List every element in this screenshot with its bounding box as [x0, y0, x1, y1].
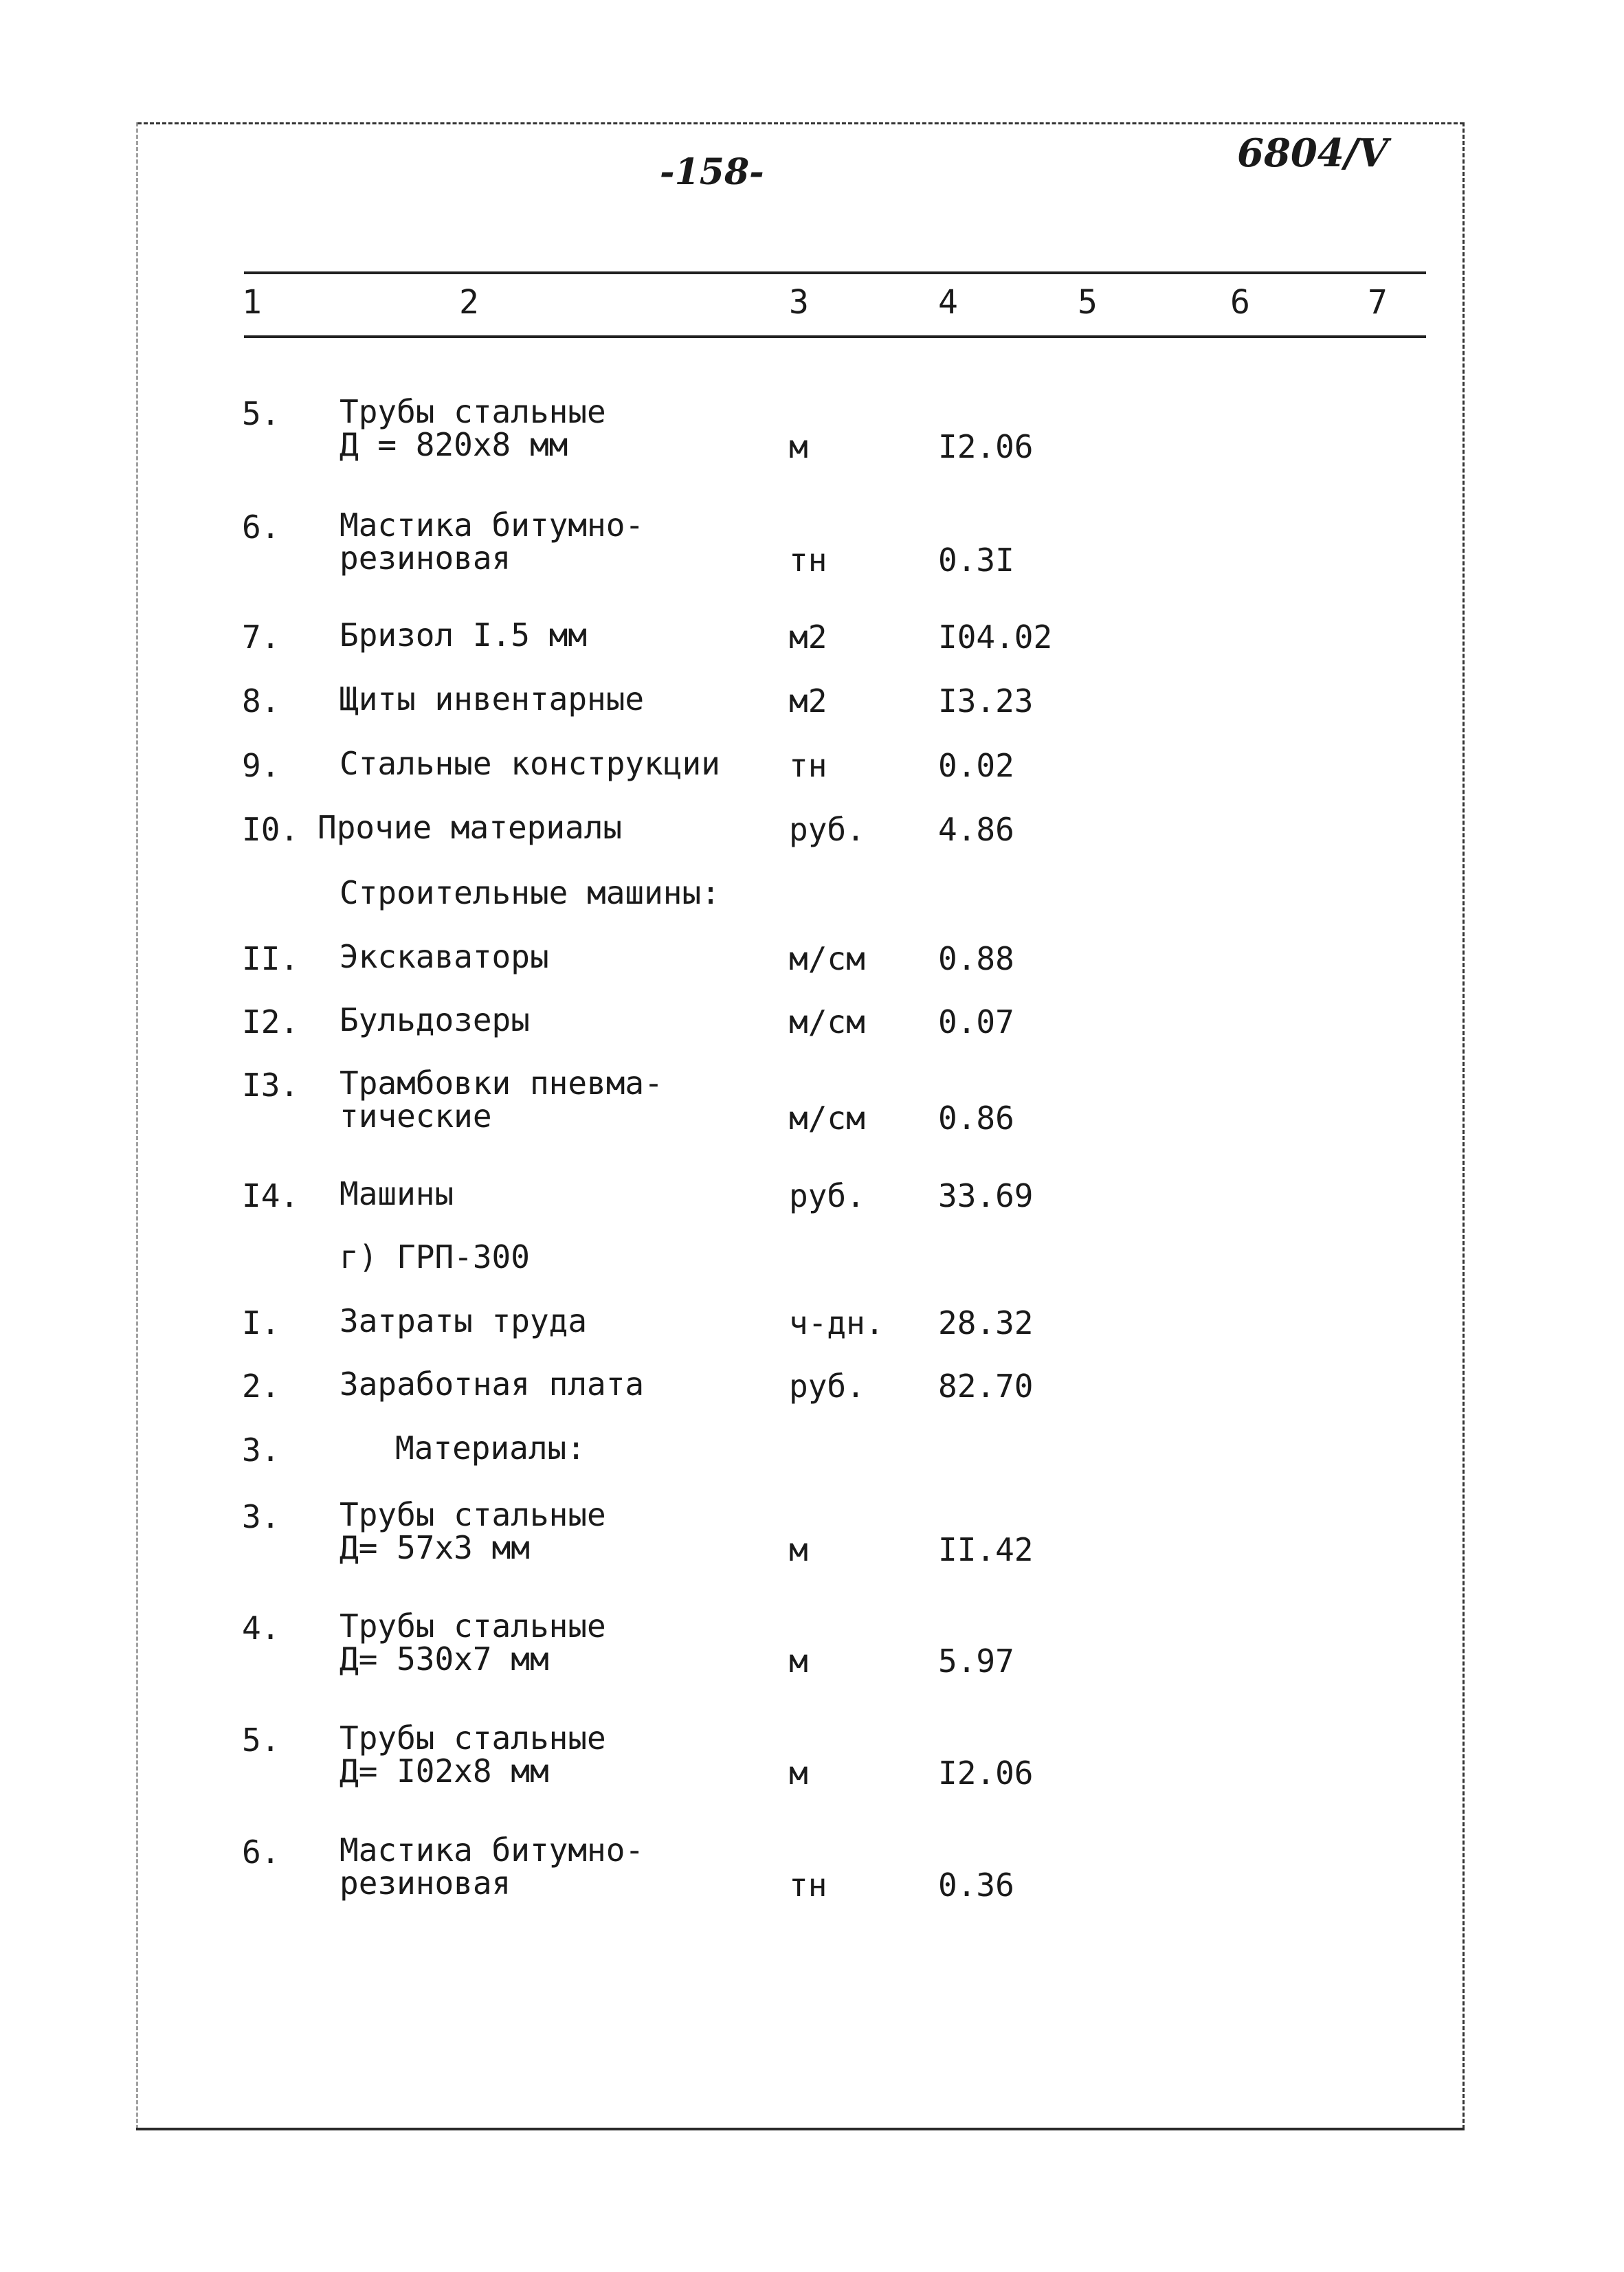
row-unit: ч-дн. — [789, 1304, 885, 1341]
row-number: I. — [242, 1304, 280, 1341]
row-value: I3.23 — [938, 682, 1034, 720]
row-number: II. — [242, 940, 300, 977]
row-number: 9. — [242, 747, 280, 784]
row-name-line2: Д= 530х7 мм — [340, 1640, 549, 1678]
row-name-line1: Мастика битумно- — [340, 506, 645, 544]
row-name-line2: Д= I02х8 мм — [340, 1752, 549, 1790]
section-title: Строительные машины: — [340, 874, 720, 911]
row-value: 5.97 — [938, 1642, 1014, 1680]
row-number: 5. — [242, 1722, 280, 1759]
row-unit: м — [789, 428, 808, 465]
row-number: 2. — [242, 1368, 280, 1405]
row-value: 0.36 — [938, 1867, 1014, 1904]
row-unit: м — [789, 1642, 808, 1680]
row-number: 5. — [242, 395, 280, 432]
row-name: Прочие материалы — [318, 809, 623, 846]
row-value: 0.88 — [938, 940, 1014, 977]
section-title: г) ГРП-300 — [340, 1238, 530, 1276]
row-name: Машины — [340, 1175, 454, 1212]
row-unit: м2 — [789, 682, 827, 720]
row-name — [340, 1719, 606, 1790]
page-frame-left — [136, 122, 138, 2129]
row-unit: м2 — [789, 619, 827, 656]
row-number: 4. — [242, 1610, 280, 1647]
row-number: 3. — [242, 1432, 280, 1469]
column-header-1: 1 — [242, 283, 262, 322]
row-unit: тн — [789, 542, 827, 579]
row-value: 82.70 — [938, 1368, 1034, 1405]
column-header-7: 7 — [1368, 283, 1388, 322]
row-name: Бризол I.5 мм — [340, 616, 588, 654]
row-name: Материалы: — [395, 1429, 586, 1467]
row-value: 0.86 — [938, 1100, 1014, 1137]
row-value: I2.06 — [938, 428, 1034, 465]
row-value: 0.3I — [938, 542, 1014, 579]
row-name-line1: Трубы стальные — [340, 1496, 606, 1533]
document-code: 6804/Ⅴ — [1237, 131, 1388, 176]
row-name — [340, 395, 606, 461]
row-value: 4.86 — [938, 811, 1014, 848]
row-number: I2. — [242, 1003, 300, 1040]
row-name — [340, 1607, 606, 1678]
row-unit: м — [789, 1531, 808, 1568]
row-number: I3. — [242, 1067, 300, 1104]
row-name-line1: Мастика битумно- — [340, 1831, 645, 1869]
row-number: 6. — [242, 509, 280, 546]
column-header-4: 4 — [938, 283, 958, 322]
page-number: -158- — [660, 151, 764, 193]
row-name-line2: Д = 820х8 мм — [340, 426, 568, 463]
row-name: Затраты труда — [340, 1302, 588, 1339]
row-number: I0. — [242, 811, 300, 848]
row-name-line1: Трубы стальные — [340, 1719, 606, 1757]
row-name: Стальные конструкции — [340, 745, 720, 782]
row-name: Бульдозеры — [340, 1001, 530, 1038]
row-unit: м — [789, 1755, 808, 1792]
page-frame-top — [137, 122, 1464, 124]
row-unit: руб. — [789, 811, 865, 848]
column-header-6: 6 — [1230, 283, 1250, 322]
row-name — [340, 1067, 663, 1133]
row-name — [340, 1831, 645, 1902]
column-header-5: 5 — [1078, 283, 1098, 322]
row-value: 33.69 — [938, 1177, 1034, 1214]
row-value: II.42 — [938, 1531, 1034, 1568]
row-name-line1: Трамбовки пневма- — [340, 1065, 663, 1102]
row-name-line2: резиновая — [340, 1864, 511, 1902]
row-name-line1: Трубы стальные — [340, 393, 606, 430]
row-name: Щиты инвентарные — [340, 680, 645, 717]
row-number: 7. — [242, 619, 280, 656]
row-unit: м/см — [789, 940, 865, 977]
page-frame-bottom — [136, 2128, 1465, 2130]
row-value: 28.32 — [938, 1304, 1034, 1341]
table-top-rule — [244, 271, 1426, 274]
row-number: 3. — [242, 1498, 280, 1535]
row-name — [340, 1498, 606, 1564]
row-value: I2.06 — [938, 1755, 1034, 1792]
column-header-3: 3 — [789, 283, 809, 322]
row-unit: тн — [789, 1867, 827, 1904]
row-name-line2: резиновая — [340, 539, 511, 577]
row-value: 0.02 — [938, 747, 1014, 784]
table-header-rule — [244, 335, 1426, 338]
row-name-line2: Д= 57х3 мм — [340, 1529, 530, 1566]
column-header-2: 2 — [459, 283, 479, 322]
row-unit: м/см — [789, 1003, 865, 1040]
row-value: I04.02 — [938, 619, 1053, 656]
row-unit: тн — [789, 747, 827, 784]
row-number: 8. — [242, 682, 280, 720]
row-name: Экскаваторы — [340, 938, 549, 975]
row-name — [340, 506, 645, 577]
row-unit: руб. — [789, 1177, 865, 1214]
row-value: 0.07 — [938, 1003, 1014, 1040]
row-name-line1: Трубы стальные — [340, 1607, 606, 1645]
row-name-line2: тические — [340, 1098, 492, 1135]
page-frame-right — [1462, 122, 1465, 2129]
row-number: I4. — [242, 1177, 300, 1214]
row-name: Заработная плата — [340, 1366, 645, 1403]
row-unit: руб. — [789, 1368, 865, 1405]
row-number: 6. — [242, 1834, 280, 1871]
row-unit: м/см — [789, 1100, 865, 1137]
